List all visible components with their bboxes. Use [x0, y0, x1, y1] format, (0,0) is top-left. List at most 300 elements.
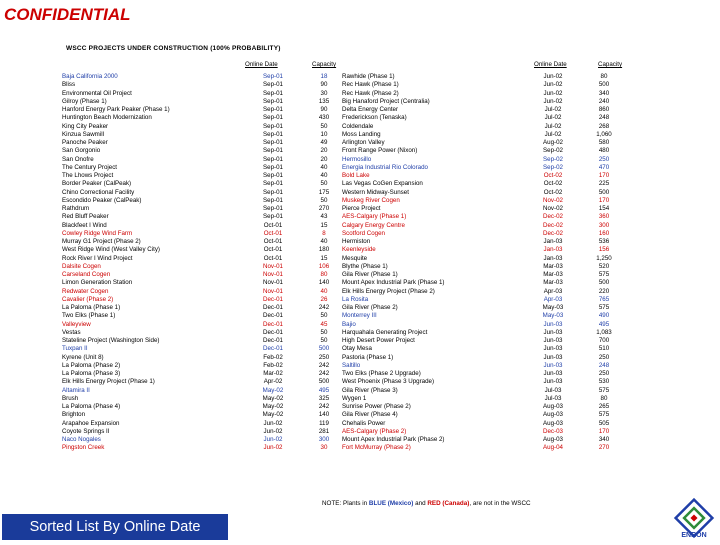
capacity-value: 270	[598, 444, 610, 452]
project-name: Otay Mesa	[342, 345, 372, 353]
capacity-value: 250	[598, 155, 610, 163]
capacity-value: 270	[318, 205, 330, 212]
project-name: Harquahala Generating Project	[342, 328, 428, 336]
capacity-value: 242	[318, 304, 330, 311]
table-row	[62, 147, 344, 155]
online-date: Sep-01	[263, 122, 283, 130]
table-row	[342, 73, 624, 81]
project-name: Stateline Project (Washington Side)	[62, 337, 160, 344]
table-row	[62, 197, 344, 205]
project-name: AES-Calgary (Phase 2)	[342, 427, 407, 435]
note-prefix: NOTE: Plants in	[322, 500, 369, 507]
online-date: Jun-03	[543, 370, 563, 377]
online-date: Dec-01	[263, 295, 283, 303]
capacity-value: 575	[598, 386, 610, 394]
online-date: Jun-02	[543, 73, 563, 80]
table-row	[62, 156, 344, 164]
capacity-value: 248	[598, 361, 610, 369]
capacity-value: 268	[598, 122, 610, 130]
capacity-value: 250	[598, 370, 610, 377]
table-row	[342, 263, 624, 271]
online-date: Oct-01	[263, 246, 283, 254]
online-date: Sep-01	[263, 139, 283, 146]
left-capacity-header: Capacity	[312, 61, 337, 68]
capacity-value: 140	[318, 411, 330, 419]
capacity-value: 170	[598, 172, 610, 179]
online-date: Sep-01	[263, 73, 283, 80]
capacity-value: 40	[320, 163, 328, 171]
project-name: Hermiston	[342, 238, 371, 245]
capacity-value: 10	[320, 130, 328, 138]
table-row	[62, 246, 344, 254]
online-date: Dec-02	[543, 229, 563, 237]
project-name: Arapahoe Expansion	[62, 419, 120, 427]
table-row	[342, 81, 624, 89]
project-name: Two Elks (Phase 2 Upgrade)	[342, 370, 421, 377]
table-row	[62, 81, 344, 89]
capacity-value: 106	[318, 262, 330, 270]
capacity-value: 495	[598, 320, 610, 328]
note-middle: and	[413, 500, 428, 507]
table-row	[342, 354, 624, 362]
table-row	[342, 238, 624, 246]
table-row	[342, 189, 624, 197]
project-name: La Paloma (Phase 3)	[62, 370, 121, 377]
online-date: Jun-02	[543, 81, 563, 89]
project-name: Gila River (Phase 2)	[342, 304, 398, 311]
online-date: Apr-03	[543, 295, 563, 303]
project-name: Bold Lake	[342, 172, 370, 179]
online-date: Sep-01	[263, 180, 283, 188]
table-row	[342, 279, 624, 287]
online-date: Jul-02	[544, 106, 562, 113]
capacity-value: 250	[318, 353, 330, 361]
capacity-value: 135	[318, 97, 330, 105]
online-date: Apr-03	[543, 287, 563, 295]
table-row	[342, 362, 624, 370]
online-date: Mar-03	[543, 271, 563, 278]
capacity-value: 180	[318, 246, 330, 254]
capacity-value: 26	[320, 295, 328, 303]
online-date: Oct-02	[543, 188, 563, 196]
table-row	[342, 197, 624, 205]
online-date: Sep-02	[543, 155, 563, 163]
online-date: Aug-03	[543, 403, 563, 410]
online-date: Jun-03	[543, 345, 563, 353]
table-row	[62, 387, 344, 395]
table-row	[342, 156, 624, 164]
project-name: Muskeg River Cogen	[342, 196, 400, 204]
capacity-value: 90	[320, 106, 328, 113]
online-date: Aug-04	[543, 444, 563, 452]
online-date: Nov-01	[263, 287, 283, 295]
table-row	[342, 395, 624, 403]
capacity-value: 250	[598, 353, 610, 361]
online-date: Jul-03	[544, 386, 562, 394]
right-project-list	[342, 73, 624, 453]
project-name: The Century Project	[62, 163, 118, 171]
table-row	[62, 98, 344, 106]
left-online-date-header: Online Date	[245, 61, 278, 68]
capacity-value: 500	[598, 81, 610, 89]
online-date: Jun-03	[543, 337, 563, 344]
project-name: Bliss	[62, 81, 76, 89]
project-name: La Paloma (Phase 2)	[62, 361, 121, 369]
table-row	[342, 403, 624, 411]
online-date: Nov-02	[543, 205, 563, 212]
project-name: Front Range Power (Nixon)	[342, 147, 418, 155]
online-date: Oct-01	[263, 254, 283, 262]
online-date: Dec-01	[263, 345, 283, 353]
project-name: La Rosita	[342, 295, 369, 303]
left-project-list	[62, 73, 344, 453]
table-row	[342, 180, 624, 188]
table-row	[62, 354, 344, 362]
project-name: Altamira II	[62, 386, 90, 394]
capacity-value: 170	[598, 196, 610, 204]
project-name: Two Elks (Phase 1)	[62, 312, 116, 320]
project-name: Redwater Cogen	[62, 287, 109, 295]
online-date: Apr-02	[263, 378, 283, 386]
project-name: La Paloma (Phase 4)	[62, 403, 121, 410]
capacity-value: 248	[598, 114, 610, 122]
capacity-value: 325	[318, 394, 330, 402]
online-date: Jun-02	[543, 89, 563, 97]
capacity-value: 500	[598, 279, 610, 287]
online-date: May-02	[262, 403, 284, 410]
table-row	[62, 164, 344, 172]
capacity-value: 50	[320, 312, 328, 320]
project-name: Pingston Creek	[62, 444, 105, 452]
table-row	[62, 420, 344, 428]
project-name: La Paloma (Phase 1)	[62, 304, 121, 311]
table-row	[62, 444, 344, 452]
capacity-value: 1,060	[596, 130, 612, 138]
online-date: Sep-01	[263, 106, 283, 113]
table-row	[62, 411, 344, 419]
project-name: Elk Hills Energy Project (Phase 1)	[62, 378, 155, 386]
project-name: Chehalis Power	[342, 419, 386, 427]
table-row	[62, 329, 344, 337]
online-date: Oct-02	[543, 172, 563, 179]
online-date: Nov-01	[263, 262, 283, 270]
capacity-value: 265	[598, 403, 610, 410]
project-name: Fort McMurray (Phase 2)	[342, 444, 411, 452]
project-name: Dalsite Cogen	[62, 262, 101, 270]
table-row	[62, 304, 344, 312]
online-date: Sep-02	[543, 147, 563, 155]
capacity-value: 340	[598, 436, 610, 443]
table-row	[342, 444, 624, 452]
project-name: High Desert Power Project	[342, 337, 415, 344]
project-name: Coyote Springs II	[62, 427, 110, 435]
online-date: Sep-01	[263, 205, 283, 212]
table-row	[342, 387, 624, 395]
online-date: Jul-02	[544, 122, 562, 130]
online-date: Sep-01	[263, 155, 283, 163]
capacity-value: 90	[320, 81, 328, 89]
table-row	[62, 255, 344, 263]
table-row	[62, 378, 344, 386]
capacity-value: 50	[320, 180, 328, 188]
online-date: Jul-03	[544, 394, 562, 402]
project-name: Tuxpan II	[62, 345, 88, 353]
online-date: Oct-02	[543, 180, 563, 188]
online-date: Sep-01	[263, 89, 283, 97]
project-name: Limon Generation Station	[62, 279, 133, 287]
project-name: San Gorgonio	[62, 147, 101, 155]
capacity-value: 225	[598, 180, 610, 188]
capacity-value: 220	[598, 287, 610, 295]
table-row	[342, 114, 624, 122]
table-row	[342, 230, 624, 238]
table-row	[342, 98, 624, 106]
project-name: Vestas	[62, 328, 81, 336]
online-date: Jan-03	[543, 238, 563, 245]
project-name: Mesquite	[342, 254, 368, 262]
table-row	[62, 271, 344, 279]
table-row	[342, 271, 624, 279]
online-date: Aug-03	[543, 419, 563, 427]
capacity-value: 340	[598, 89, 610, 97]
capacity-value: 500	[598, 188, 610, 196]
note-blue-word: BLUE (Mexico)	[368, 500, 414, 507]
confidential-label: CONFIDENTIAL	[4, 5, 131, 24]
capacity-value: 80	[600, 394, 608, 402]
project-name: Rawhide (Phase 1)	[342, 73, 395, 80]
online-date: Jun-03	[543, 353, 563, 361]
capacity-value: 500	[318, 345, 330, 353]
capacity-value: 30	[320, 444, 328, 452]
table-row	[62, 106, 344, 114]
capacity-value: 43	[320, 213, 328, 221]
capacity-value: 575	[598, 411, 610, 419]
table-row	[342, 139, 624, 147]
capacity-value: 510	[598, 345, 610, 353]
online-date: Dec-01	[263, 337, 283, 344]
online-date: Sep-01	[263, 196, 283, 204]
capacity-value: 580	[598, 139, 610, 146]
table-row	[342, 172, 624, 180]
table-row	[342, 288, 624, 296]
table-row	[342, 411, 624, 419]
online-date: Aug-03	[543, 411, 563, 419]
page-title: WSCC PROJECTS UNDER CONSTRUCTION (100% PROBABILITY)	[66, 45, 281, 52]
table-row	[62, 213, 344, 221]
online-date: Sep-01	[263, 172, 283, 179]
capacity-value: 765	[598, 295, 610, 303]
capacity-value: 495	[318, 386, 330, 394]
footer-banner: Sorted List By Online Date	[2, 514, 228, 540]
table-row	[62, 263, 344, 271]
table-row	[342, 222, 624, 230]
project-name: Western Midway-Sunset	[342, 188, 409, 196]
table-row	[62, 395, 344, 403]
table-row	[62, 279, 344, 287]
capacity-value: 80	[320, 271, 328, 278]
online-date: Aug-02	[543, 139, 563, 146]
table-row	[342, 123, 624, 131]
capacity-value: 1,083	[596, 328, 612, 336]
capacity-value: 536	[598, 238, 610, 245]
capacity-value: 360	[598, 213, 610, 221]
capacity-value: 860	[598, 106, 610, 113]
table-row	[62, 428, 344, 436]
capacity-value: 40	[320, 172, 328, 179]
online-date: Jun-03	[543, 361, 563, 369]
capacity-value: 45	[320, 320, 328, 328]
online-date: Nov-01	[263, 279, 283, 287]
capacity-value: 8	[322, 229, 326, 237]
project-name: Arlington Valley	[342, 139, 385, 146]
capacity-value: 18	[320, 73, 328, 80]
right-capacity-header: Capacity	[598, 61, 623, 68]
table-row	[342, 106, 624, 114]
table-row	[62, 321, 344, 329]
project-name: Kyrene (Unit 8)	[62, 353, 104, 361]
online-date: Jan-03	[543, 246, 563, 254]
project-name: Las Vegas CoGen Expansion	[342, 180, 423, 188]
table-row	[62, 312, 344, 320]
table-row	[62, 436, 344, 444]
capacity-value: 1,250	[596, 254, 612, 262]
capacity-value: 281	[318, 427, 330, 435]
online-date: May-02	[262, 411, 284, 419]
table-row	[62, 123, 344, 131]
online-date: Sep-01	[263, 163, 283, 171]
project-name: Big Hanaford Project (Centralia)	[342, 97, 430, 105]
online-date: Dec-02	[543, 221, 563, 229]
table-row	[342, 164, 624, 172]
capacity-value: 300	[318, 436, 330, 443]
capacity-value: 80	[600, 73, 608, 80]
capacity-value: 175	[318, 188, 330, 196]
online-date: Dec-01	[263, 320, 283, 328]
project-name: San Onofre	[62, 155, 94, 163]
table-row	[342, 378, 624, 386]
online-date: Dec-01	[263, 304, 283, 311]
enron-logo-icon	[672, 496, 716, 540]
project-name: Gilroy (Phase 1)	[62, 97, 107, 105]
table-row	[342, 329, 624, 337]
online-date: Jun-02	[263, 419, 283, 427]
project-name: Pastoria (Phase 1)	[342, 353, 394, 361]
table-row	[342, 304, 624, 312]
table-row	[62, 205, 344, 213]
project-name: Rec Hawk (Phase 1)	[342, 81, 399, 89]
online-date: Sep-01	[263, 188, 283, 196]
project-name: Moss Landing	[342, 130, 381, 138]
capacity-value: 300	[598, 221, 610, 229]
capacity-value: 160	[598, 229, 610, 237]
capacity-value: 480	[598, 147, 610, 155]
capacity-value: 50	[320, 337, 328, 344]
project-name: Frederickson (Tenaska)	[342, 114, 407, 122]
capacity-value: 49	[320, 139, 328, 146]
project-name: Blythe (Phase 1)	[342, 262, 388, 270]
online-date: Sep-01	[263, 213, 283, 221]
online-date: Sep-01	[263, 114, 283, 122]
online-date: May-02	[262, 394, 284, 402]
online-date: Dec-01	[263, 328, 283, 336]
table-row	[342, 428, 624, 436]
capacity-value: 156	[598, 246, 610, 254]
table-row	[62, 362, 344, 370]
table-row	[342, 296, 624, 304]
online-date: Aug-03	[543, 436, 563, 443]
online-date: Jun-02	[263, 427, 283, 435]
project-name: Coldendale	[342, 122, 374, 130]
table-row	[342, 213, 624, 221]
project-name: The Lhows Project	[62, 172, 114, 179]
online-date: Sep-01	[263, 130, 283, 138]
table-row	[62, 73, 344, 81]
capacity-value: 575	[598, 271, 610, 278]
table-row	[62, 230, 344, 238]
capacity-value: 520	[598, 262, 610, 270]
table-row	[342, 90, 624, 98]
capacity-value: 140	[318, 279, 330, 287]
project-name: Valleyview	[62, 320, 91, 328]
online-date: Nov-01	[263, 271, 283, 278]
capacity-value: 50	[320, 196, 328, 204]
online-date: Dec-02	[543, 213, 563, 221]
table-row	[342, 420, 624, 428]
note-red-word: RED (Canada)	[427, 500, 470, 507]
table-row	[342, 337, 624, 345]
capacity-value: 242	[318, 361, 330, 369]
capacity-value: 15	[320, 254, 328, 262]
project-name: Kinzua Sawmill	[62, 130, 104, 138]
table-row	[62, 345, 344, 353]
online-date: Jan-03	[543, 254, 563, 262]
online-date: Sep-02	[543, 163, 563, 171]
capacity-value: 40	[320, 238, 328, 245]
capacity-value: 242	[318, 370, 330, 377]
capacity-value: 505	[598, 419, 610, 427]
table-row	[62, 238, 344, 246]
online-date: Sep-01	[263, 147, 283, 155]
online-date: Sep-01	[263, 81, 283, 89]
online-date: Mar-03	[543, 279, 563, 287]
table-row	[342, 436, 624, 444]
capacity-value: 500	[318, 378, 330, 386]
capacity-value: 530	[598, 378, 610, 386]
capacity-value: 170	[598, 427, 610, 435]
project-name: Pierce Project	[342, 205, 381, 212]
project-name: Naco Nogales	[62, 436, 101, 443]
capacity-value: 15	[320, 221, 328, 229]
table-row	[342, 370, 624, 378]
table-row	[62, 288, 344, 296]
right-online-date-header: Online Date	[534, 61, 567, 68]
capacity-value: 490	[598, 312, 610, 320]
project-name: Baja California 2000	[62, 73, 118, 80]
project-name: Wygen 1	[342, 394, 367, 402]
project-name: King City Peaker	[62, 122, 109, 130]
online-date: Jul-02	[544, 114, 562, 122]
project-name: Escondido Peaker (CalPeak)	[62, 196, 142, 204]
online-date: Oct-01	[263, 229, 283, 237]
project-name: Environmental Oil Project	[62, 89, 132, 97]
capacity-value: 20	[320, 147, 328, 155]
project-name: Keenleyside	[342, 246, 376, 254]
project-name: Hanford Energy Park Peaker (Phase 1)	[62, 106, 170, 113]
project-name: Rock River I Wind Project	[62, 254, 133, 262]
online-date: Oct-01	[263, 221, 283, 229]
project-name: Rec Hawk (Phase 2)	[342, 89, 399, 97]
project-name: Murray G1 Project (Phase 2)	[62, 238, 141, 245]
